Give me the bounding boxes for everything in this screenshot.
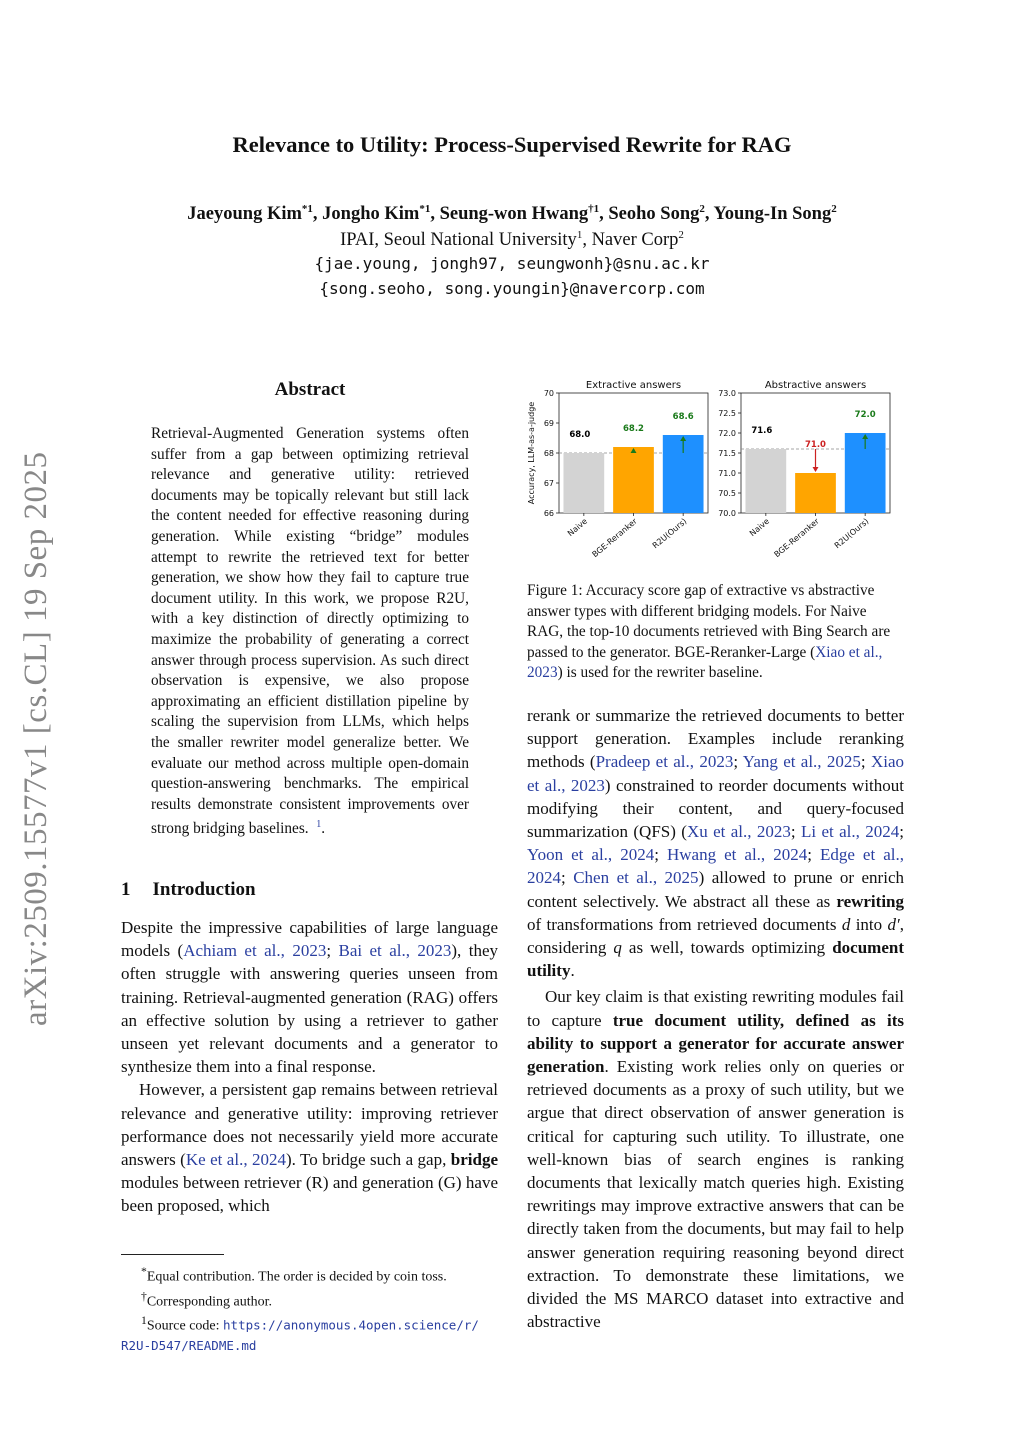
y-tick-label: 73.0 [718,389,736,398]
footnote-link[interactable]: 1 [316,819,322,831]
arxiv-stamp [10,430,70,1030]
text: ), they often struggle with answering queries unseen from training. Retrieval-augmented generation (RAG) offers an effective solution by using a retriever to gather unseen yet relevant documents and a generator to synthesize them into a final response. [121,941,498,1077]
text: . Existing work relies only on queries or retrieved documents as a proxy of such utility, but we argue that direct observation of answer generation is critical for capturing such utility. To illustrate, one well-known bias of search engines is ranking documents that lexically match queries high. Existing rewritings may improve extractive answers that can be directly taken from the documents, but may fail to help answer generation requiring reasoning beyond direct extraction. To demonstrate these limitations, we divided the MS MARCO dataset into extractive and abstractive [527,1057,904,1332]
y-tick-label: 70.0 [718,509,736,518]
text: , considering [527,914,904,958]
footnote-mark: 1 [141,1314,147,1328]
data-label: 68.0 [569,430,591,440]
source-code-link[interactable]: R2U-D547/README.md [121,1337,257,1353]
citation-link[interactable]: Ke et al., 2024 [185,1150,286,1170]
footnote-rule [121,1254,224,1255]
data-label: 68.6 [672,412,694,422]
y-tick-label: 69 [543,419,554,428]
x-tick-label: BGE-Reranker [590,516,639,560]
section-number: 1 [121,879,131,900]
author-mark: *1 [419,203,431,215]
author-mark: 2 [831,203,837,215]
section-heading [121,879,256,901]
source-code-link[interactable]: https://anonymous.4open.science/r/ [223,1317,479,1333]
bold-text: true document utility, defined as its ability to support a generator for accurate answer generation [527,1010,905,1077]
text: modules between retriever (R) and generation (G) have been proposed, which [121,1173,498,1216]
y-tick-label: 68 [543,449,554,458]
citation-link[interactable]: Xu et al., 2023 [686,822,791,842]
text: Figure 1: Accuracy score gap of extractive vs abstractive answer types with different bridging models. For Naive RAG, the top-10 documents retrieved with Bing Search are passed to the generator. BGE-Reranker-Large ( [527,582,891,661]
figure-caption [527,581,903,684]
math-var: d′ [887,914,900,934]
y-tick-label: 72.0 [718,429,736,438]
y-axis-label: Accuracy, LLM-as-a-judge [527,401,536,505]
x-tick-label: R2U(Ours) [650,516,689,551]
affiliation-1: IPAI, Seoul National University [340,230,577,251]
text: Our key claim is that existing rewriting modules fail to capture [527,987,904,1030]
x-tick-label: Naive [565,516,590,539]
chart-title: Abstractive answers [764,380,867,391]
bar-charts-svg [522,374,906,570]
paragraph [121,916,498,1078]
y-tick-label: 70.5 [718,489,736,498]
affiliation-2: , Naver Corp [582,230,679,251]
author-name: Jaeyoung Kim [187,204,302,225]
author-list: Jaeyoung Kim$^{*1}$, Jongho Kim$^{*1}$, Seung-won Hwang$^{\dagger 1}$, Seoho Song$^2$, Young-In Song$^2$ [187,203,837,225]
section-title: Introduction [152,879,256,900]
citation-link[interactable]: Achiam et al., 2023 [183,941,327,961]
text: rerank or summarize the retrieved documents to better support generation. Examples include reranking methods ( [527,706,904,772]
text: ) allowed to prune or enrich content selectively. We abstract all these as [527,868,904,911]
abstract-text: Retrieval-Augmented Generation systems often suffer from a gap between optimizing retrieval relevance and generative utility: retrieved documents may be topically relevant but still lack the content needed for effective reasoning during generation. While existing “bridge” modules attempt to rewrite the retrieved text for better generation, we show how they fail to capture true document utility. In this work, we propose R2U, with a key distinction of directly optimizing to maximize the probability of generating a correct answer through process supervision. As such direct observation is expensive, we also propose approximating an efficient distillation pipeline by scaling the supervision from LLMs, which helps the smaller rewriter model generalize better. We evaluate our method across multiple open-domain question-answering benchmarks. The empirical results demonstrate consistent improvements over strong bridging baselines. [151,425,469,838]
data-label: 71.0 [805,440,826,450]
math-var: d [841,914,851,934]
y-tick-label: 70 [543,389,554,398]
paragraph [527,985,904,1333]
text: ; [561,868,574,888]
footnote-mark: * [141,1265,147,1278]
footnote-continuation [121,1336,501,1356]
y-tick-label: 72.5 [718,409,736,418]
footnote [121,1287,501,1312]
author-mark: 2 [699,203,705,215]
bold-text: rewriting [836,891,904,911]
bar [745,449,786,513]
abstract-heading: Abstract [274,379,346,400]
affiliation [0,229,1024,251]
x-tick-label: Naive [747,516,772,539]
text: into [850,914,888,934]
math-var: q [613,938,622,958]
text: ; [326,941,339,961]
text: ; [860,752,871,772]
affiliation-mark: 1 [576,229,583,241]
y-tick-label: 71.0 [718,469,736,478]
text: ) is used for the rewriter baseline. [557,664,763,682]
footnote-mark: † [141,1289,147,1303]
data-label: 72.0 [854,410,876,420]
x-tick-label: BGE-Reranker [772,516,821,560]
footnotes [121,1262,501,1356]
data-label: 68.2 [623,424,644,434]
author-name: Seoho Song [608,204,700,225]
paper-title: Relevance to Utility: Process-Supervised Rewrite for RAG [232,132,792,157]
citation-link[interactable]: Yoon et al., 2024 [527,845,655,865]
text: ; [733,752,743,772]
text: ). To bridge such a gap, [286,1150,451,1170]
bar [613,447,654,513]
arxiv-stamp-text: arXiv:2509.15577v1 [cs.CL] 19 Sep 2025 [18,451,54,1026]
paragraph [527,704,904,982]
footnote-text: Equal contribution. The order is decided by coin toss. [146,1269,447,1285]
right-column-text [527,704,904,1333]
text: ; [654,845,667,865]
citation-link[interactable]: Edge et al., 2024 [527,845,904,888]
citation-link[interactable]: Hwang et al., 2024 [666,845,808,865]
footnote [121,1262,501,1287]
loss-arrowhead [813,467,819,472]
bold-text: document utility [527,938,904,981]
affiliation-mark: 2 [678,229,684,241]
text: ) constrained to reorder documents without modifying their content, and query-focused summarization (QFS) ( [527,775,904,842]
bar [563,453,604,513]
x-tick-label: R2U(Ours) [832,516,871,551]
y-tick-label: 66 [543,509,554,518]
chart-title: Extractive answers [585,380,682,391]
author-name: Young-In Song [713,204,832,225]
footnote [121,1311,501,1336]
y-tick-label: 67 [543,479,554,488]
y-tick-label: 71.5 [718,449,736,458]
figure-1-chart [522,374,906,570]
bar [795,473,836,513]
citation-link[interactable]: Bai et al., 2023 [338,941,452,961]
text: ; [899,822,904,842]
data-label: 71.6 [751,426,773,436]
text: ; [807,845,820,865]
intro-text [121,916,498,1218]
citation-link[interactable]: Xiao et al., 2023 [527,643,883,682]
text: . [570,961,575,981]
text: Despite the impressive capabilities of large language models ( [121,918,498,961]
text: as well, towards optimizing [621,938,833,958]
paragraph [121,1078,498,1217]
email-line: {song.seoho, song.youngin}@navercorp.com [319,279,705,298]
citation-link[interactable]: Yang et al., 2025 [742,752,861,772]
footnote-text: Source code: [146,1318,224,1334]
footnote-text: Corresponding author. [146,1294,273,1310]
author-name: Seung-won Hwang [439,204,589,225]
citation-link[interactable]: Xiao et al., 2023 [527,752,904,795]
author-mark: †1 [588,203,600,215]
citation-link[interactable]: Li et al., 2024 [801,822,900,842]
bold-text: bridge [450,1150,499,1170]
text: of transformations from retrieved documents [527,914,842,934]
email-line: {jae.young, jongh97, seungwonh}@snu.ac.kr [314,254,710,273]
text: However, a persistent gap remains between retrieval relevance and generative utility: improving retriever performance does not necessarily yield more accurate answers ( [121,1080,498,1170]
abstract-body: Retrieval-Augmented Generation systems often suffer from a gap between optimizing retrieval relevance and generative utility: retrieved documents may be topically relevant but still lack the content needed for effective reasoning during generation. While existing “bridge” modules attempt to rewrite the retrieved text for better generation, we show how they fail to capture true document utility. In this work, we propose R2U, with a key distinction of directly optimizing to maximize the probability of generating a correct answer through process supervision. As such direct observation is expensive, we also propose approximating an efficient distillation pipeline by scaling the supervision from LLMs, which helps the smaller rewriter model generalize better. We evaluate our method across multiple open-domain question-answering benchmarks. The empirical results demonstrate consistent improvements over strong bridging baselines. $^1$. [151,425,469,838]
citation-link[interactable]: Pradeep et al., 2023 [595,752,734,772]
author-mark: *1 [301,203,313,215]
citation-link[interactable]: Chen et al., 2025 [573,868,699,888]
text: ; [790,822,801,842]
author-name: Jongho Kim [322,204,420,225]
